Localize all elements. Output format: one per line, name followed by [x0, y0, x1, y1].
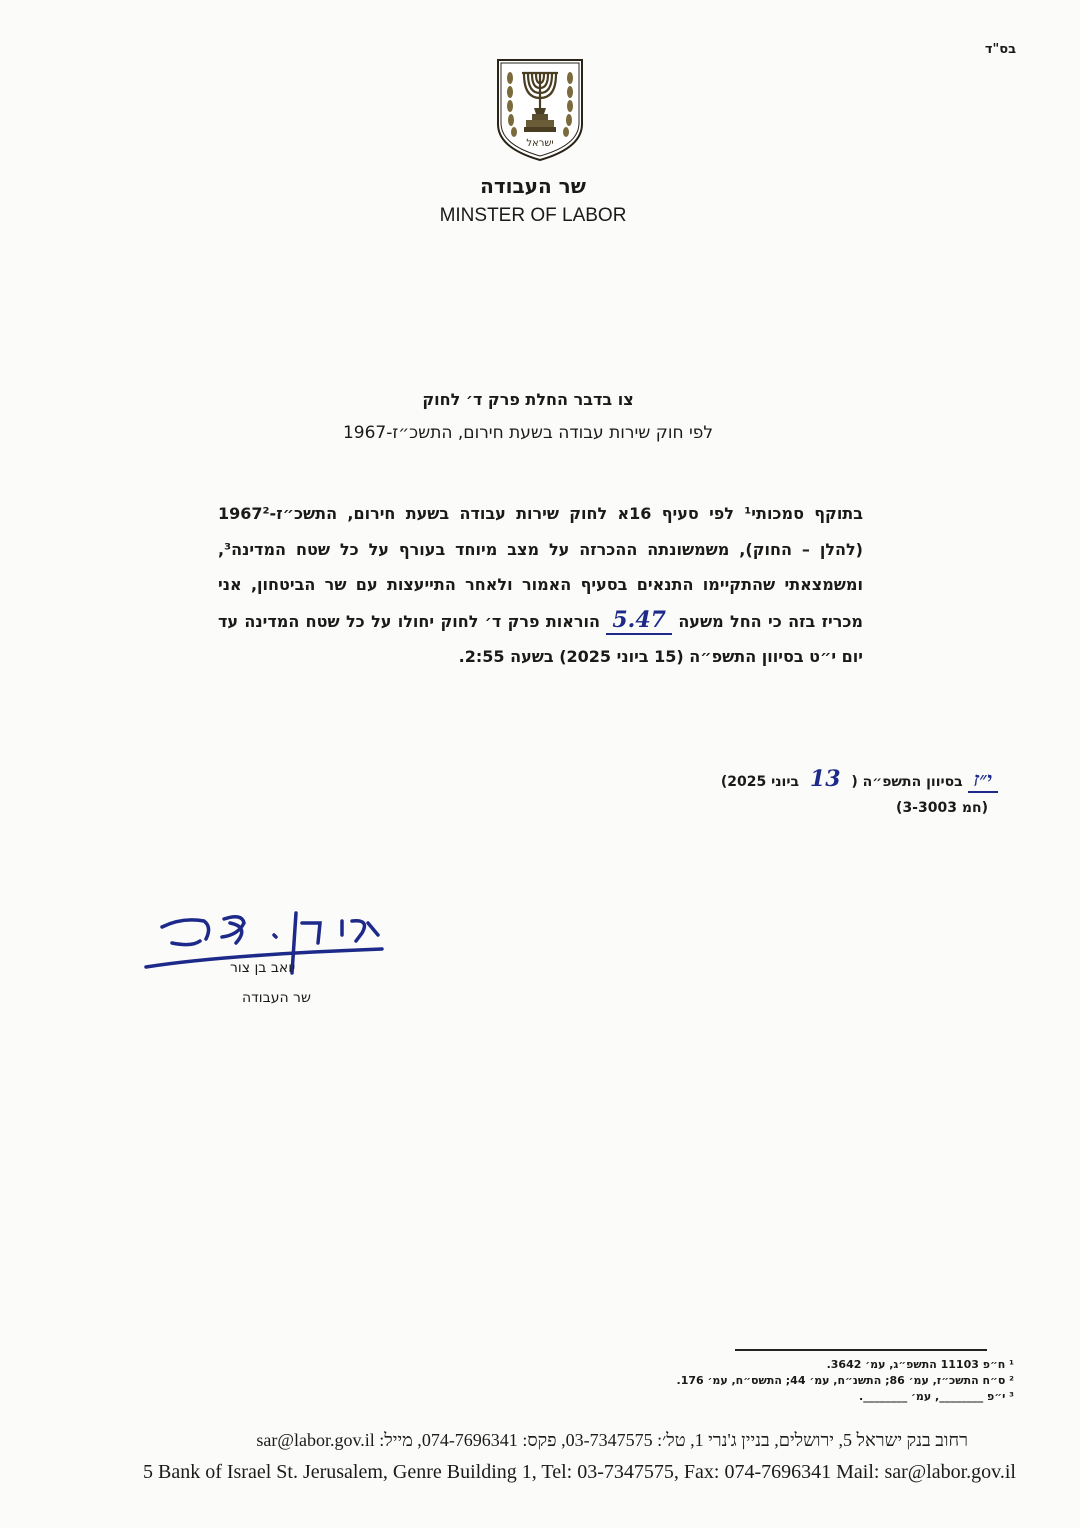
handwritten-day: 13 — [809, 766, 841, 792]
blessing-header: בס"ד — [984, 42, 1016, 57]
handwritten-time: 5.47 — [606, 607, 672, 635]
date-hebrew-month: בסיוון התשפ״ה ( — [851, 774, 963, 790]
file-number: (חמ 3-3003) — [896, 800, 988, 816]
body-text-part2: הוראות פרק ד׳ לחוק יחולו על כל שטח המדינה עד יום י״ט בסיוון התשפ״ה (15 ביוני 2025) בשעה 2:55. — [218, 611, 863, 666]
handwritten-hebrew-day: י״ז — [968, 767, 998, 793]
order-body — [218, 496, 863, 675]
footer-address-english: 5 Bank of Israel St. Jerusalem, Genre Building 1, Tel: 03-7347575, Fax: 074-7696341 Mail: sar@labor.gov.il — [142, 1461, 1016, 1483]
footnote-divider — [735, 1349, 987, 1351]
order-subtitle: לפי חוק שירות עבודה בשעת חירום, התשכ״ז-1967 — [342, 423, 714, 443]
footnote-1: ¹ ח״פ 11103 התשפ״ג, עמ׳ 3642. — [826, 1358, 1014, 1371]
signatory-title: שר העבודה — [242, 990, 311, 1006]
svg-text:ישראל: ישראל — [526, 138, 554, 149]
emblem-of-israel-icon — [494, 56, 586, 162]
footer-address-hebrew: רחוב בנק ישראל 5, ירושלים, בניין ג'נרי 1, טל׳: 03-7347575, פקס: 074-7696341, מייל: sar@labor.gov.il — [256, 1430, 968, 1450]
signatory-name: יואב בן צור — [230, 960, 296, 976]
date-gregorian: ביוני 2025) — [720, 774, 800, 790]
minister-title-hebrew: שר העבודה — [480, 174, 586, 198]
footnote-2: ² ס״ח התשכ״ז, עמ׳ 86; התשנ״ח, עמ׳ 44; התשס״ח, עמ׳ 176. — [676, 1374, 1014, 1387]
minister-title-english: MINSTER OF LABOR — [439, 205, 627, 226]
order-title: צו בדבר החלת פרק ד׳ לחוק — [422, 390, 634, 409]
footnotes — [677, 1357, 1014, 1405]
body-text-part1: בתוקף סמכותי¹ לפי סעיף 16א לחוק שירות עבודה בשעת חירום, התשכ״ז-1967² (להלן – החוק), משמשונתה ההכרזה על מצב מיוחד בעורף על כל שטח המדינה³, ומשמצאתי שהתקיימו התנאים בסעיף האמור ולאחר התייעצות עם שר הביטחון, אני מכריז בזה כי החל משעה — [218, 504, 863, 631]
date-line — [721, 766, 998, 792]
footnote-3: ³ י״פ ________, עמ׳ ________. — [859, 1390, 1014, 1403]
